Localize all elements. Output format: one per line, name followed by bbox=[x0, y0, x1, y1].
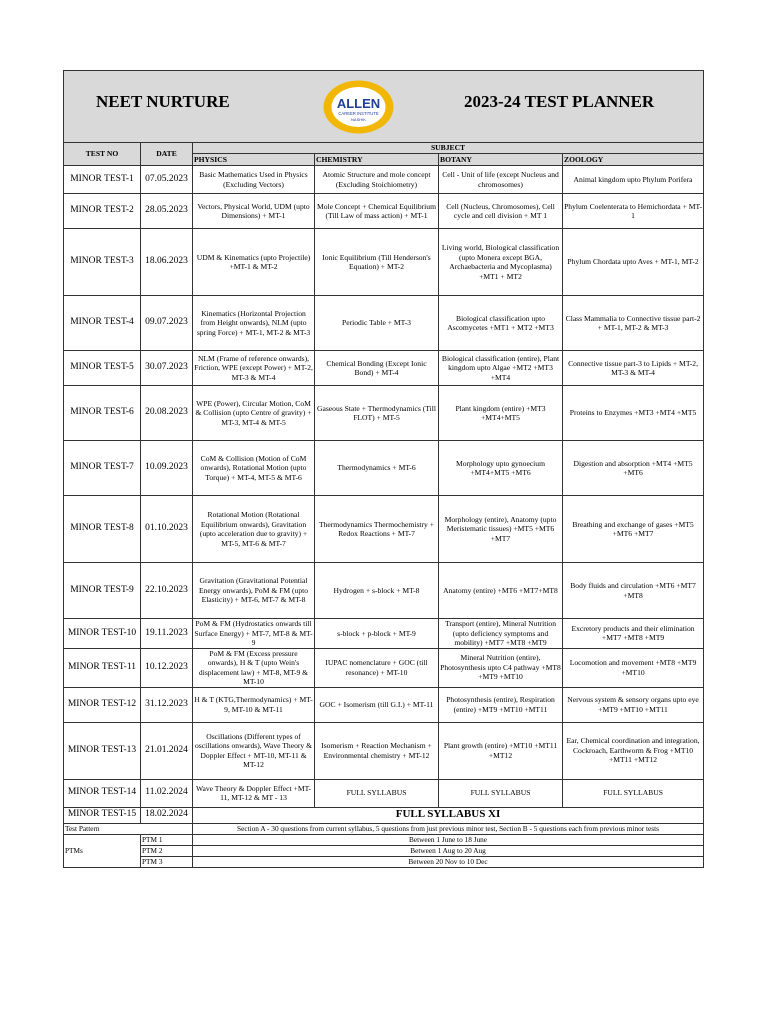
test-planner-sheet bbox=[63, 70, 703, 868]
table-row bbox=[64, 563, 704, 619]
cell-zoology: Ear, Chemical coordination and integration, Cockroach, Earthworm & Frog +MT10 +MT11 +MT12 bbox=[563, 722, 704, 779]
cell-test: MINOR TEST-9 bbox=[64, 563, 141, 619]
logo-brand: ALLEN bbox=[336, 96, 381, 111]
table-row bbox=[64, 386, 704, 441]
cell-test: MINOR TEST-1 bbox=[64, 166, 141, 194]
cell-physics: Oscillations (Different types of oscillations onwards), Wave Theory & Doppler Effect + MT-10, MT-11 & MT-12 bbox=[193, 722, 315, 779]
cell-chemistry: Thermodynamics Thermochemistry + Redox Reactions + MT-7 bbox=[315, 496, 439, 563]
col-test-no: TEST NO bbox=[64, 143, 141, 166]
table-row bbox=[64, 807, 704, 823]
ptm-name: PTM 1 bbox=[141, 834, 193, 845]
cell-zoology: Animal kingdom upto Phylum Porifera bbox=[563, 166, 704, 194]
cell-test: MINOR TEST-11 bbox=[64, 648, 141, 687]
col-date: DATE bbox=[141, 143, 193, 166]
program-title: NEET NURTURE bbox=[96, 92, 230, 111]
cell-physics: Gravitation (Gravitational Potential Energy onwards), PoM & FM (upto Elasticity) + MT-6, MT-7 & MT-8 bbox=[193, 563, 315, 619]
table-row bbox=[64, 648, 704, 687]
col-botany: BOTANY bbox=[439, 154, 563, 166]
cell-date: 10.09.2023 bbox=[141, 441, 193, 496]
table-row bbox=[64, 619, 704, 649]
cell-chemistry: Ionic Equilibrium (Till Henderson's Equation) + MT-2 bbox=[315, 229, 439, 296]
cell-zoology: Breathing and exchange of gases +MT5 +MT6 +MT7 bbox=[563, 496, 704, 563]
col-subject: SUBJECT bbox=[193, 143, 704, 154]
col-zoology: ZOOLOGY bbox=[563, 154, 704, 166]
cell-botany: Living world, Biological classification (upto Monera except BGA, Archaebacteria and Mycoplasma) +MT1 + MT2 bbox=[439, 229, 563, 296]
cell-chemistry: Periodic Table + MT-3 bbox=[315, 296, 439, 351]
cell-botany: Transport (entire), Mineral Nutrition (upto deficiency symptoms and mobility) +MT7 +MT8 +MT9 bbox=[439, 619, 563, 649]
cell-zoology: Nervous system & sensory organs upto eye +MT9 +MT10 +MT11 bbox=[563, 687, 704, 722]
cell-physics: UDM & Kinematics (upto Projectile) +MT-1 & MT-2 bbox=[193, 229, 315, 296]
cell-test: MINOR TEST-13 bbox=[64, 722, 141, 779]
cell-zoology: FULL SYLLABUS bbox=[563, 779, 704, 807]
cell-physics: Rotational Motion (Rotational Equilibrium onwards), Gravitation (upto acceleration due to gravity) + MT-5, MT-6 & MT-7 bbox=[193, 496, 315, 563]
cell-botany: Biological classification upto Ascomycetes +MT1 + MT2 +MT3 bbox=[439, 296, 563, 351]
cell-date: 18.06.2023 bbox=[141, 229, 193, 296]
allen-logo bbox=[322, 79, 395, 135]
cell-date: 31.12.2023 bbox=[141, 687, 193, 722]
cell-test: MINOR TEST-14 bbox=[64, 779, 141, 807]
cell-zoology: Phylum Chordata upto Aves + MT-1, MT-2 bbox=[563, 229, 704, 296]
cell-physics: Wave Theory & Doppler Effect +MT-11, MT-12 & MT - 13 bbox=[193, 779, 315, 807]
cell-chemistry: FULL SYLLABUS bbox=[315, 779, 439, 807]
cell-zoology: Digestion and absorption +MT4 +MT5 +MT6 bbox=[563, 441, 704, 496]
planner-table bbox=[63, 70, 704, 868]
cell-chemistry: IUPAC nomenclature + GOC (till resonance) + MT-10 bbox=[315, 648, 439, 687]
col-chemistry: CHEMISTRY bbox=[315, 154, 439, 166]
cell-chemistry: Isomerism + Reaction Mechanism + Environmental chemistry + MT-12 bbox=[315, 722, 439, 779]
cell-zoology: Proteins to Enzymes +MT3 +MT4 +MT5 bbox=[563, 386, 704, 441]
cell-botany: Morphology (entire), Anatomy (upto Meristematic tissues) +MT5 +MT6 +MT7 bbox=[439, 496, 563, 563]
cell-chemistry: Chemical Bonding (Except Ionic Bond) + MT-4 bbox=[315, 351, 439, 386]
cell-date: 20.08.2023 bbox=[141, 386, 193, 441]
cell-physics: PoM & FM (Excess pressure onwards), H & T (upto Wein's displacement law) + MT-8, MT-9 & MT-10 bbox=[193, 648, 315, 687]
cell-date: 07.05.2023 bbox=[141, 166, 193, 194]
cell-physics: Vectors, Physical World, UDM (upto Dimensions) + MT-1 bbox=[193, 194, 315, 229]
cell-botany: Mineral Nutrition (entire), Photosynthesis upto C4 pathway +MT8 +MT9 +MT10 bbox=[439, 648, 563, 687]
cell-zoology: Body fluids and circulation +MT6 +MT7 +MT8 bbox=[563, 563, 704, 619]
table-row bbox=[64, 779, 704, 807]
cell-test: MINOR TEST-10 bbox=[64, 619, 141, 649]
ptm-row bbox=[64, 834, 704, 845]
ptms-label: PTMs bbox=[64, 834, 141, 867]
cell-date: 11.02.2024 bbox=[141, 779, 193, 807]
cell-chemistry: Mole Concept + Chemical Equilibrium (Till Law of mass action) + MT-1 bbox=[315, 194, 439, 229]
cell-date: 30.07.2023 bbox=[141, 351, 193, 386]
ptm-row bbox=[64, 856, 704, 867]
cell-zoology: Class Mammalia to Connective tissue part-2 + MT-1, MT-2 & MT-3 bbox=[563, 296, 704, 351]
cell-physics: H & T (KTG,Thermodynamics) + MT-9, MT-10 & MT-11 bbox=[193, 687, 315, 722]
planner-title: 2023-24 TEST PLANNER bbox=[464, 92, 655, 111]
test-pattern-text: Section A - 30 questions from current syllabus, 5 questions from just previous minor test, Section B - 5 questions each from previous minor tests bbox=[193, 823, 704, 834]
cell-test: MINOR TEST-2 bbox=[64, 194, 141, 229]
cell-botany: Plant growth (entire) +MT10 +MT11 +MT12 bbox=[439, 722, 563, 779]
cell-chemistry: Hydrogen + s-block + MT-8 bbox=[315, 563, 439, 619]
cell-chemistry: GOC + Isomerism (till G.I.) + MT-11 bbox=[315, 687, 439, 722]
table-row bbox=[64, 166, 704, 194]
cell-chemistry: Atomic Structure and mole concept (Excluding Stoichiometry) bbox=[315, 166, 439, 194]
full-syllabus-xi: FULL SYLLABUS XI bbox=[193, 807, 704, 823]
cell-botany: Photosynthesis (entire), Respiration (entire) +MT9 +MT10 +MT11 bbox=[439, 687, 563, 722]
ptm-window: Between 1 Aug to 20 Aug bbox=[193, 845, 704, 856]
test-pattern-label: Test Pattern bbox=[64, 823, 193, 834]
cell-date: 21.01.2024 bbox=[141, 722, 193, 779]
cell-botany: Anatomy (entire) +MT6 +MT7+MT8 bbox=[439, 563, 563, 619]
cell-test: MINOR TEST-4 bbox=[64, 296, 141, 351]
cell-botany: Morphology upto gynoecium +MT4+MT5 +MT6 bbox=[439, 441, 563, 496]
cell-date: 09.07.2023 bbox=[141, 296, 193, 351]
logo-line1: CAREER INSTITUTE bbox=[338, 111, 379, 116]
cell-test: MINOR TEST-6 bbox=[64, 386, 141, 441]
cell-botany: Biological classification (entire), Plant kingdom upto Algae +MT2 +MT3 +MT4 bbox=[439, 351, 563, 386]
cell-date: 18.02.2024 bbox=[141, 807, 193, 823]
cell-test: MINOR TEST-8 bbox=[64, 496, 141, 563]
table-row bbox=[64, 441, 704, 496]
cell-zoology: Locomotion and movement +MT8 +MT9 +MT10 bbox=[563, 648, 704, 687]
table-row bbox=[64, 687, 704, 722]
cell-zoology: Connective tissue part-3 to Lipids + MT-2, MT-3 & MT-4 bbox=[563, 351, 704, 386]
cell-test: MINOR TEST-7 bbox=[64, 441, 141, 496]
cell-test: MINOR TEST-3 bbox=[64, 229, 141, 296]
cell-physics: PoM & FM (Hydrostatics onwards till Surface Energy) + MT-7, MT-8 & MT-9 bbox=[194, 619, 313, 647]
cell-test: MINOR TEST-12 bbox=[64, 687, 141, 722]
cell-chemistry: Thermodynamics + MT-6 bbox=[315, 441, 439, 496]
ptm-name: PTM 2 bbox=[141, 845, 193, 856]
test-pattern-row bbox=[64, 823, 704, 834]
cell-date: 19.11.2023 bbox=[141, 619, 193, 649]
table-row bbox=[64, 229, 704, 296]
table-row bbox=[64, 194, 704, 229]
ptm-row bbox=[64, 845, 704, 856]
cell-botany: Cell - Unit of life (except Nucleus and chromosomes) bbox=[439, 166, 563, 194]
cell-physics: WPE (Power), Circular Motion, CoM & Collision (upto Centre of gravity) + MT-3, MT-4 & MT-5 bbox=[193, 386, 315, 441]
cell-botany: FULL SYLLABUS bbox=[439, 779, 563, 807]
cell-zoology: Excretory products and their elimination +MT7 +MT8 +MT9 bbox=[563, 619, 704, 649]
col-physics: PHYSICS bbox=[193, 154, 315, 166]
table-row bbox=[64, 351, 704, 386]
cell-chemistry: s-block + p-block + MT-9 bbox=[315, 619, 439, 649]
ptm-name: PTM 3 bbox=[141, 856, 193, 867]
table-row bbox=[64, 722, 704, 779]
cell-date: 01.10.2023 bbox=[141, 496, 193, 563]
cell-physics: Kinematics (Horizontal Projection from Height onwards), NLM (upto spring Force) + MT-1, MT-2 & MT-3 bbox=[193, 296, 315, 351]
ptm-window: Between 20 Nov to 10 Dec bbox=[193, 856, 704, 867]
header-banner bbox=[64, 71, 704, 143]
cell-test: MINOR TEST-5 bbox=[64, 351, 141, 386]
cell-botany: Cell (Nucleus, Chromosomes), Cell cycle and cell division + MT 1 bbox=[439, 194, 563, 229]
cell-physics: NLM (Frame of reference onwards), Friction, WPE (except Power) + MT-2, MT-3 & MT-4 bbox=[193, 351, 315, 386]
cell-zoology: Phylum Coelenterata to Hemichordata + MT-1 bbox=[563, 194, 704, 229]
cell-date: 28.05.2023 bbox=[141, 194, 193, 229]
cell-date: 22.10.2023 bbox=[141, 563, 193, 619]
cell-test: MINOR TEST-15 bbox=[64, 807, 141, 823]
table-row bbox=[64, 496, 704, 563]
ptm-window: Between 1 June to 18 June bbox=[193, 834, 704, 845]
cell-physics: CoM & Collision (Motion of CoM onwards), Rotational Motion (upto Torque) + MT-4, MT-5 & MT-6 bbox=[193, 441, 315, 496]
logo-line2: NASHIK bbox=[351, 117, 366, 122]
cell-date: 10.12.2023 bbox=[141, 648, 193, 687]
cell-chemistry: Gaseous State + Thermodynamics (Till FLOT) + MT-5 bbox=[315, 386, 439, 441]
cell-botany: Plant kingdom (entire) +MT3 +MT4+MT5 bbox=[439, 386, 563, 441]
table-row bbox=[64, 296, 704, 351]
cell-physics: Basic Mathematics Used in Physics (Excluding Vectors) bbox=[193, 166, 315, 194]
